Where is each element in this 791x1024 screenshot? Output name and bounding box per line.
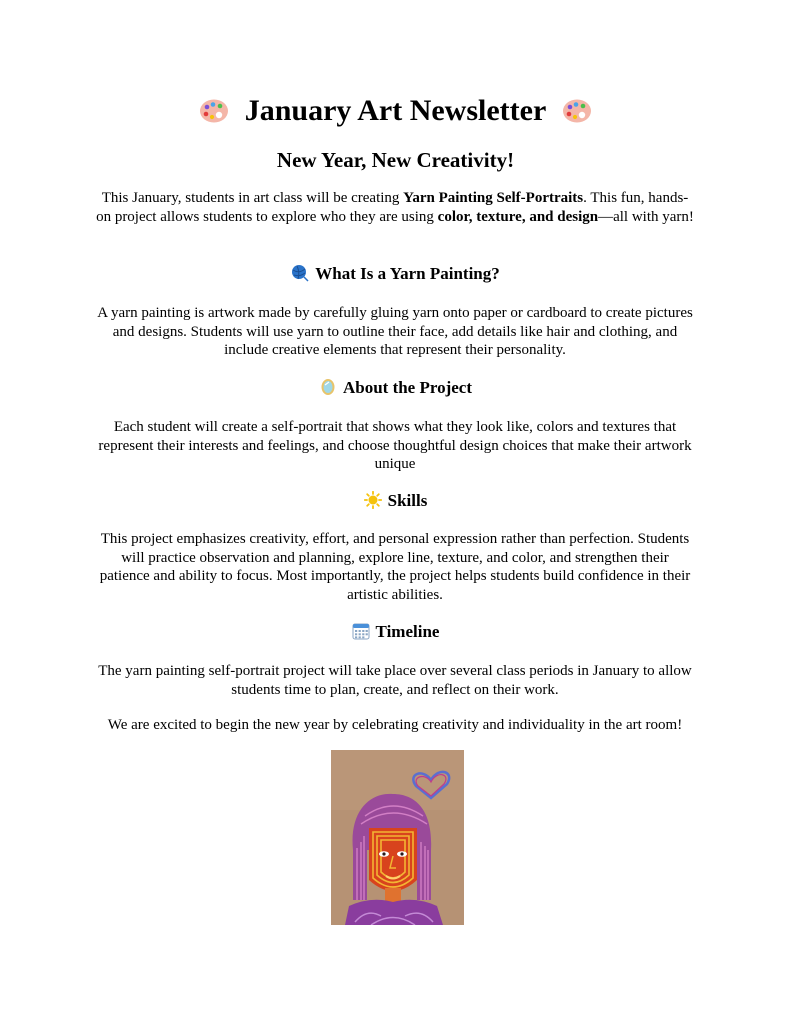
calendar-icon [352,622,370,640]
closing-paragraph: We are excited to begin the new year by celebrating creativity and individuality in the art room! [107,717,683,733]
section-body-skills: This project emphasizes creativity, effort, and personal expression rather than perfection. Students will practice observation and planning, explore line, texture, and color, and strengthen their patience and ability to focus. Most importantly, the project helps students build confidence in their artistic abilities. [99,531,691,603]
section-body-about: Each student will create a self-portrait that shows what they look like, colors and textures that represent their interests and feelings, and choose thoughtful design choices that make their artwork unique [98,419,692,472]
intro-paragraph [95,189,695,226]
subtitle: New Year, New Creativity! [276,148,515,172]
section-heading-timeline [0,622,791,642]
intro-bold-project: Yarn Painting Self-Portraits [403,190,584,206]
intro-text-2: . This fun, hands-on project allows students to explore who they are using [96,190,689,225]
intro-text-1: This January, students in art class will be creating [101,190,404,206]
intro-bold-elements: color, texture, and design [437,208,599,225]
artist-palette-icon [199,98,229,124]
section-body-what-is: A yarn painting is artwork made by carefully gluing yarn onto paper or cardboard to create pictures and designs. Students will use yarn to outline their face, add details like hair and clothing, and include creative elements that represent their personality. [97,305,693,358]
section-body-timeline: The yarn painting self-portrait project will take place over several class periods in January to allow students time to plan, create, and reflect on their work. [98,663,692,698]
sparkle-icon [364,491,382,509]
mirror-icon [319,378,337,396]
yarn-ball-icon [291,264,309,282]
yarn-self-portrait-photo [331,750,464,925]
yarn-portrait-illustration [331,750,464,925]
section-heading-text: Skills [387,491,428,510]
section-heading-about [0,378,791,398]
section-heading-what-is [0,264,791,284]
intro-text-3: —all with yarn! [598,208,694,225]
section-heading-text: Timeline [375,622,440,641]
title-row [0,94,791,138]
section-heading-skills [0,491,791,511]
section-heading-text: What Is a Yarn Painting? [315,264,500,283]
page-title: January Art Newsletter [244,94,547,127]
section-heading-text: About the Project [342,378,473,397]
artist-palette-icon [562,98,592,124]
